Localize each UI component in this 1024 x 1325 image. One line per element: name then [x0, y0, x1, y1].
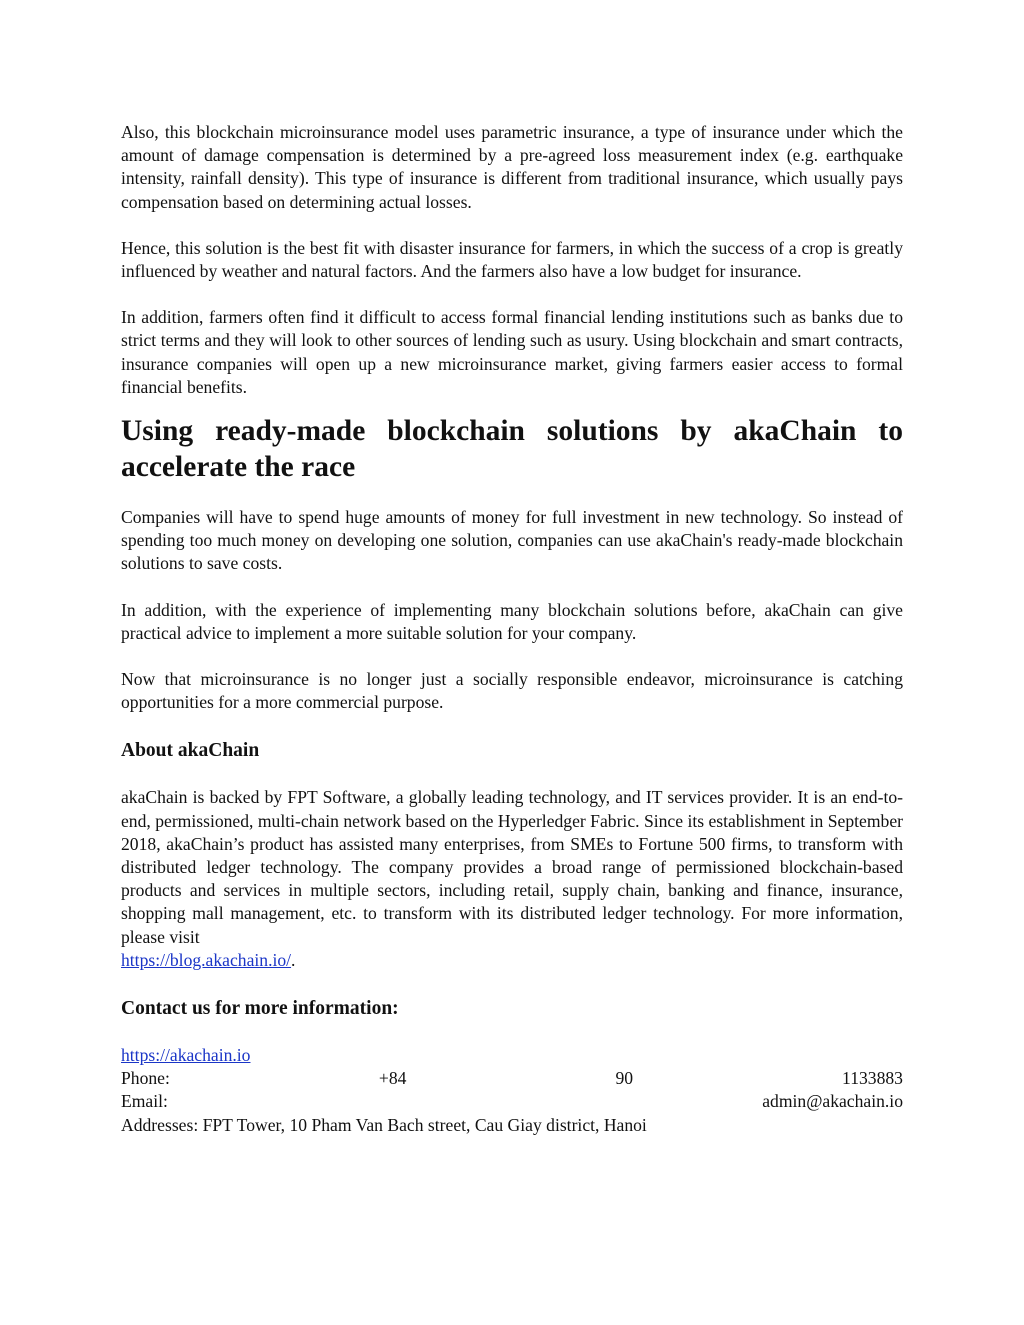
- paragraph-commercial-purpose: Now that microinsurance is no longer just a socially responsible endeavor, microinsurance is catching opportunities for a more commercial purpose.: [121, 669, 903, 713]
- contact-heading: Contact us for more information:: [121, 998, 399, 1020]
- document-page: [121, 121, 903, 1137]
- website-link[interactable]: https://akachain.io: [121, 1045, 251, 1066]
- paragraph-disaster-insurance: Hence, this solution is the best fit with disaster insurance for farmers, in which the success of a crop is greatly influenced by weather and natural factors. And the farmers also have a low budget for insurance.: [121, 237, 903, 282]
- phone-country-code: +84: [378, 1068, 407, 1089]
- phone-label: Phone:: [121, 1068, 170, 1089]
- email-address: admin@akachain.io: [762, 1091, 903, 1112]
- phone-area-code: 90: [615, 1068, 634, 1089]
- email-row: [121, 1090, 903, 1113]
- section-heading-ready-made-solutions: Using ready-made blockchain solutions by akaChain to accelerate the race: [121, 415, 903, 484]
- paragraph-investment-costs: Companies will have to spend huge amounts of money for full investment in new technology. So instead of spending too much money on developing one solution, companies can use akaChain's ready-made blockchain solutions to save costs.: [121, 507, 903, 574]
- about-text: akaChain is backed by FPT Software, a globally leading technology, and IT services provider. It is an end-to-end, permissioned, multi-chain network based on the Hyperledger Fabric. Since its establishment in September 2018, akaChain’s product has assisted many enterprises, from SMEs to Fortune 500 firms, to transform with distributed ledger technology. The company provides a broad range of permissioned blockchain-based products and services in multiple sectors, including retail, supply chain, banking and finance, insurance, shopping mall management, etc. to transform with its distributed ledger technology. For more information, please visit: [121, 787, 903, 947]
- website-line: [121, 1044, 903, 1067]
- paragraph-practical-advice: In addition, with the experience of implementing many blockchain solutions before, akaChain can give practical advice to implement a more suitable solution for your company.: [121, 599, 903, 643]
- about-link-period: .: [291, 949, 296, 970]
- phone-number: 1133883: [842, 1068, 903, 1089]
- address-line: Addresses: FPT Tower, 10 Pham Van Bach street, Cau Giay district, Hanoi: [121, 1114, 647, 1135]
- about-paragraph: [121, 786, 903, 972]
- phone-row: [121, 1067, 903, 1090]
- paragraph-lending-access: In addition, farmers often find it difficult to access formal financial lending institutions such as banks due to strict terms and they will look to other sources of lending such as usury. Using blockchain and smart contracts, insurance companies will open up a new microinsurance market, giving farmers easier access to formal financial benefits.: [121, 307, 903, 397]
- blog-link[interactable]: https://blog.akachain.io/: [121, 949, 292, 970]
- paragraph-parametric-insurance: Also, this blockchain microinsurance model uses parametric insurance, a type of insurance under which the amount of damage compensation is determined by a pre-agreed loss measurement index (e.g. earthquake intensity, rainfall density). This type of insurance is different from traditional insurance, which usually pays compensation based on determining actual losses.: [121, 122, 903, 212]
- email-label: Email:: [121, 1091, 168, 1112]
- about-heading: About akaChain: [121, 740, 260, 762]
